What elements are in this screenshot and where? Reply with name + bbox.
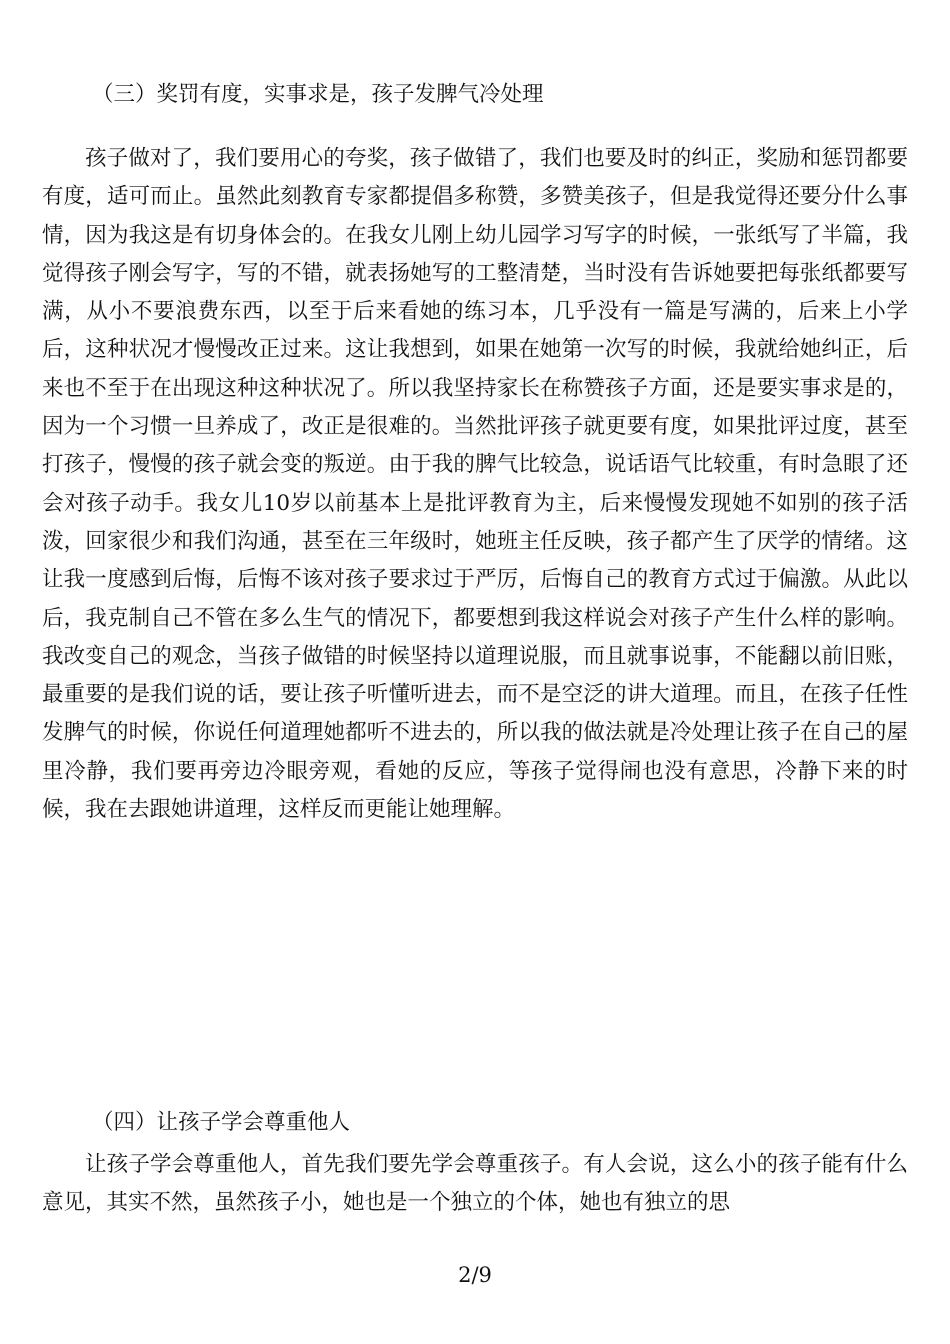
- section-paragraph-3: 孩子做对了，我们要用心的夸奖，孩子做错了，我们也要及时的纠正，奖励和惩罚都要有度，适可而止。虽然此刻教育专家都提倡多称赞，多赞美孩子，但是我觉得还要分什么事情，因为我这是有切身体会的。在我女儿刚上幼儿园学习写字的时候，一张纸写了半篇，我觉得孩子刚会写字，写的不错，就表扬她写的工整清楚，当时没有告诉她要把每张纸都要写满，从小不要浪费东西，以至于后来看她的练习本，几乎没有一篇是写满的，后来上小学后，这种状况才慢慢改正过来。这让我想到，如果在她第一次写的时候，我就给她纠正，后来也不至于在出现这种这种状况了。所以我坚持家长在称赞孩子方面，还是要实事求是的，因为一个习惯一旦养成了，改正是很难的。当然批评孩子就更要有度，如果批评过度，甚至打孩子，慢慢的孩子就会变的叛逆。由于我的脾气比较急，说话语气比较重，有时急眼了还会对孩子动手。我女儿10岁以前基本上是批评教育为主，后来慢慢发现她不如别的孩子活泼，回家很少和我们沟通，甚至在三年级时，她班主任反映，孩子都产生了厌学的情绪。这让我一度感到后悔，后悔不该对孩子要求过于严厉，后悔自己的教育方式过于偏激。从此以后，我克制自己不管在多么生气的情况下，都要想到我这样说会对孩子产生什么样的影响。我改变自己的观念，当孩子做错的时候坚持以道理说服，而且就事说事，不能翻以前旧账，最重要的是我们说的话，要让孩子听懂听进去，而不是空泛的讲大道理。而且，在孩子任性发脾气的时候，你说任何道理她都听不进去的，所以我的做法就是冷处理让孩子在自己的屋里冷静，我们要再旁边冷眼旁观，看她的反应，等孩子觉得闹也没有意思，冷静下来的时候，我在去跟她讲道理，这样反而更能让她理解。: [42, 146, 908, 823]
- section-heading-4: （四）让孩子学会尊重他人: [92, 1110, 351, 1135]
- section-paragraph-4: 让孩子学会尊重他人，首先我们要先学会尊重孩子。有人会说，这么小的孩子能有什么意见，其实不然，虽然孩子小，她也是一个独立的个体，她也有独立的思: [42, 1152, 908, 1216]
- section-heading-3: （三）奖罚有度，实事求是，孩子发脾气冷处理: [92, 82, 544, 107]
- page-number: 2/9: [458, 1263, 492, 1287]
